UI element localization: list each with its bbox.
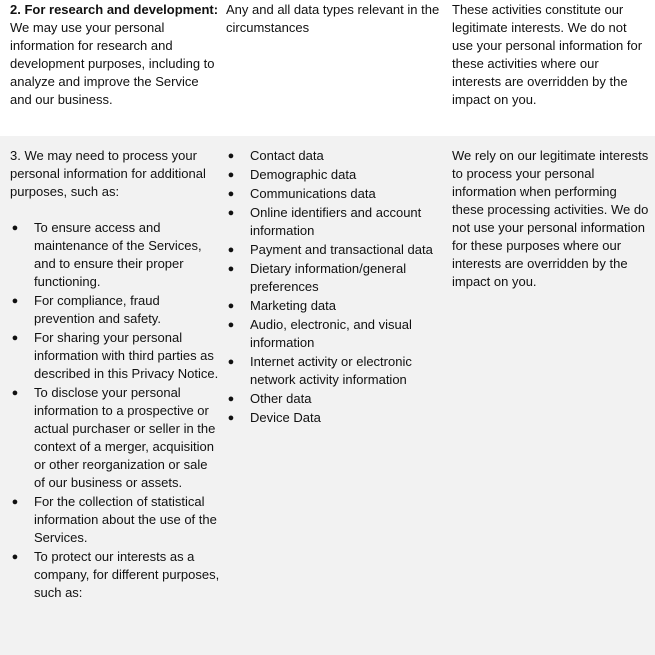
purpose-intro: 3. We may need to process your personal information for additional purposes, such as: bbox=[10, 148, 206, 199]
list-item-text: Internet activity or electronic network activity information bbox=[250, 354, 412, 387]
bullet-icon: ● bbox=[227, 244, 235, 256]
list-item bbox=[226, 297, 446, 315]
list-item-text: Other data bbox=[250, 391, 312, 406]
bullet-icon: ● bbox=[227, 188, 235, 200]
purpose-list bbox=[10, 219, 220, 602]
list-item-text: For compliance, fraud prevention and safety. bbox=[34, 293, 161, 326]
list-item-text: To protect our interests as a company, for different purposes, such as: bbox=[34, 549, 220, 600]
purpose-text: We may use your personal information for research and development purposes, including to analyze and improve the Service and our business. bbox=[10, 20, 215, 107]
data-types-text: Any and all data types relevant in the circumstances bbox=[226, 2, 440, 35]
list-item bbox=[226, 241, 446, 259]
list-item-text: Contact data bbox=[250, 148, 324, 163]
list-item bbox=[10, 493, 220, 547]
list-item-text: Dietary information/general preferences bbox=[250, 261, 407, 294]
bullet-icon: ● bbox=[11, 551, 19, 563]
list-item bbox=[226, 409, 446, 427]
list-item bbox=[10, 548, 220, 602]
legal-basis-cell bbox=[452, 0, 655, 136]
bullet-icon: ● bbox=[227, 263, 235, 275]
list-item-text: To ensure access and maintenance of the Services, and to ensure their proper functioning. bbox=[34, 220, 202, 289]
bullet-icon: ● bbox=[227, 412, 235, 424]
purpose-cell bbox=[0, 136, 226, 655]
list-item-text: Online identifiers and account information bbox=[250, 205, 422, 238]
data-types-cell bbox=[226, 0, 452, 136]
list-item bbox=[226, 147, 446, 165]
list-item bbox=[10, 292, 220, 328]
list-item-text: Audio, electronic, and visual information bbox=[250, 317, 412, 350]
list-item bbox=[10, 329, 220, 383]
list-item bbox=[226, 353, 446, 389]
data-types-list bbox=[226, 147, 446, 427]
table-row-additional-purposes bbox=[0, 136, 655, 655]
bullet-icon: ● bbox=[11, 222, 19, 234]
list-item bbox=[226, 260, 446, 296]
legal-basis-text: We rely on our legitimate interests to process your personal information when performing these processing activities. We do not use your personal information for these purposes where our interests are overridden by the impact on you. bbox=[452, 148, 649, 289]
list-item-text: Device Data bbox=[250, 410, 321, 425]
purpose-paragraph bbox=[10, 1, 220, 109]
list-item bbox=[226, 316, 446, 352]
bullet-icon: ● bbox=[11, 295, 19, 307]
bullet-icon: ● bbox=[227, 319, 235, 331]
list-item-text: For the collection of statistical information about the use of the Services. bbox=[34, 494, 217, 545]
list-item bbox=[226, 204, 446, 240]
list-item bbox=[226, 166, 446, 184]
list-item bbox=[226, 390, 446, 408]
list-item bbox=[10, 219, 220, 291]
bullet-icon: ● bbox=[227, 207, 235, 219]
purpose-heading: 2. For research and development: bbox=[10, 2, 219, 17]
list-item bbox=[226, 185, 446, 203]
list-item-text: Marketing data bbox=[250, 298, 336, 313]
data-types-cell bbox=[226, 136, 452, 655]
list-item bbox=[10, 384, 220, 492]
bullet-icon: ● bbox=[227, 150, 235, 162]
bullet-icon: ● bbox=[227, 356, 235, 368]
list-item-text: For sharing your personal information with third parties as described in this Privacy Notice. bbox=[34, 330, 219, 381]
legal-basis-text: These activities constitute our legitimate interests. We do not use your personal information for these activities where our interests are overridden by the impact on you. bbox=[452, 2, 643, 107]
bullet-icon: ● bbox=[227, 393, 235, 405]
legal-basis-cell bbox=[452, 136, 655, 655]
table-row-research-development bbox=[0, 0, 655, 136]
bullet-icon: ● bbox=[11, 496, 19, 508]
bullet-icon: ● bbox=[11, 387, 19, 399]
bullet-icon: ● bbox=[11, 332, 19, 344]
bullet-icon: ● bbox=[227, 300, 235, 312]
list-item-text: Demographic data bbox=[250, 167, 357, 182]
bullet-icon: ● bbox=[227, 169, 235, 181]
list-item-text: Payment and transactional data bbox=[250, 242, 433, 257]
purpose-cell bbox=[0, 0, 226, 136]
list-item-text: Communications data bbox=[250, 186, 376, 201]
list-item-text: To disclose your personal information to a prospective or actual purchaser or seller in the context of a merger, acquisition or other reorganization or sale of our business or assets. bbox=[34, 385, 216, 490]
